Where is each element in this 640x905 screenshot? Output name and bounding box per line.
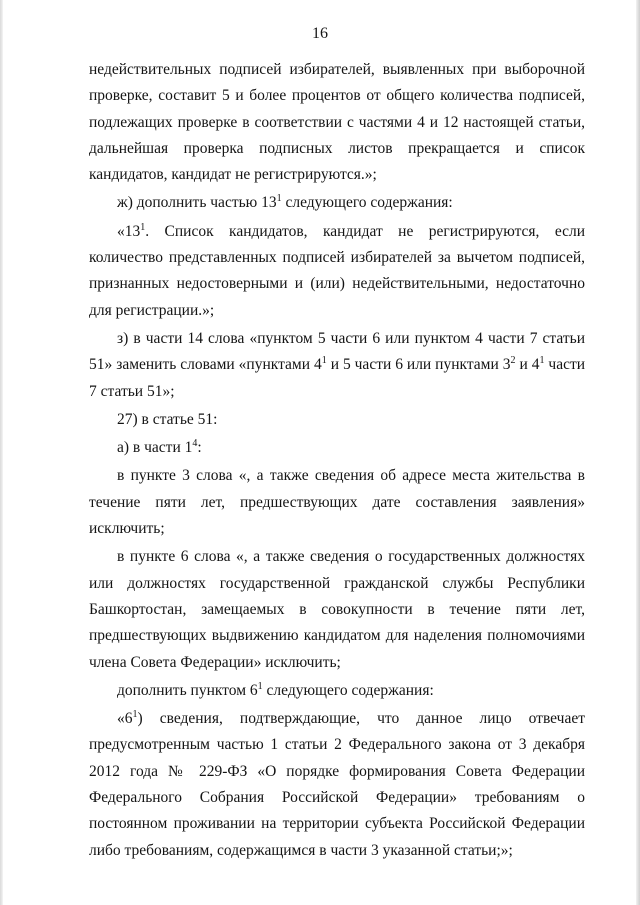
paragraph-p9 (89, 678, 585, 704)
paragraph-p10 (89, 706, 585, 864)
paragraph-p4 (89, 326, 585, 405)
text-run: в пункте 6 слова «, а также сведения о государственных должностях или должностях государственной гражданской службы Республики Башкортостан, замещаемых в совокупности в течение пяти лет, предшествующих выдвижению кандидатом для наделения полномочиями члена Совета Федерации» исключить; (89, 548, 585, 671)
text-run: з) в части 14 слова «пунктом 5 части 6 или пунктом 4 части 7 статьи 51» заменить словами «пунктами 4 (89, 329, 585, 374)
superscript: 1 (276, 193, 282, 205)
page-edge-left (0, 0, 3, 905)
text-run: недействительных подписей избирателей, выявленных при выборочной проверке, составит 5 и более процентов от общего количества подписей, подлежащих проверке в соответствии с частями 4 и 12 настоящей статьи, дальнейшая проверка подписных листов прекращается и список кандидатов, кандидат не регистрируются.»; (89, 61, 585, 184)
paragraph-p1 (89, 57, 585, 188)
text-run: а) в части 1 (117, 439, 193, 457)
superscript: 1 (257, 680, 263, 692)
paragraph-p3 (89, 219, 585, 324)
text-run: следующего содержания: (262, 681, 434, 699)
text-run: «13 (117, 222, 141, 240)
page-edge-right (636, 0, 640, 905)
text-run: части 7 статьи 51»; (89, 356, 586, 400)
superscript: 1 (539, 355, 545, 367)
text-run: ) сведения, подтверждающие, что данное лицо отвечает предусмотренным частью 1 статьи 2 Федерального закона от 3 декабря 2012 года № 229-ФЗ «О порядке формирования Совета Федерации Федерального Собрания Российской Федерации» требованиям о постоянном проживании на территории субъекта Российской Федерации либо требованиям, содержащимся в части 3 указанной статьи;»; (89, 710, 585, 859)
text-run: : (197, 439, 202, 457)
page-number: 16 (312, 25, 328, 42)
superscript: 1 (140, 221, 146, 233)
superscript: 1 (132, 709, 138, 721)
text-run: и 4 (515, 356, 540, 374)
text-run: дополнить пунктом 6 (117, 681, 258, 699)
paragraph-p6 (89, 435, 585, 461)
superscript: 1 (321, 355, 327, 367)
text-run: . Список кандидатов, кандидат не регистрируются, если количество представленных подписей избирателей за вычетом подписей, признанных недостоверными и (или) недействительными, недостаточно для регистрации.»; (89, 222, 585, 319)
text-run: ж) дополнить частью 13 (117, 194, 277, 212)
document-body (89, 57, 585, 864)
superscript: 2 (510, 355, 516, 367)
paragraph-p8 (89, 544, 585, 675)
paragraph-p7 (89, 463, 585, 542)
text-run: и 5 части 6 или пунктами 3 (326, 356, 511, 374)
text-run: «6 (117, 710, 133, 728)
text-run: следующего содержания: (281, 194, 453, 212)
paragraph-p2 (89, 190, 585, 216)
superscript: 4 (192, 438, 198, 450)
text-run: 27) в статье 51: (117, 410, 218, 428)
paragraph-p5 (89, 407, 585, 433)
text-run: в пункте 3 слова «, а также сведения об адресе места жительства в течение пяти лет, предшествующих дате составления заявления» исключить; (89, 467, 585, 538)
